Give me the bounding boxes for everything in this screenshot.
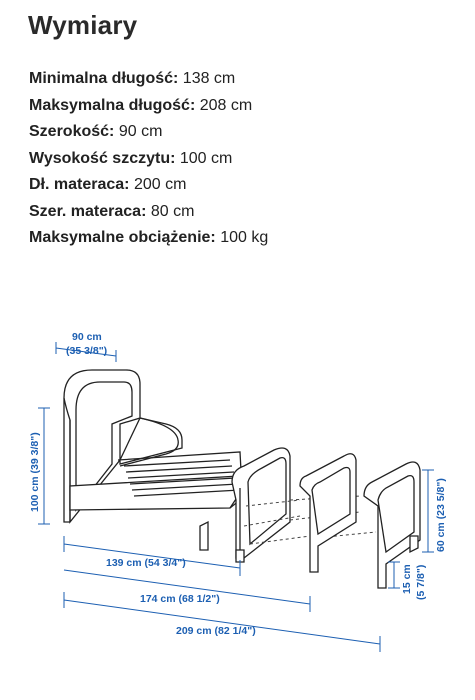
spec-label: Wysokość szczytu: — [29, 149, 176, 167]
spec-label: Minimalna długość: — [29, 70, 179, 87]
spec-label: Maksymalne obciążenie: — [29, 229, 216, 246]
height-label: 100 cm (39 3/8") — [29, 432, 41, 512]
bed-drawing — [64, 370, 420, 588]
spec-value: 90 cm — [114, 123, 163, 140]
clearance-cm-label: 15 cm — [401, 564, 413, 594]
spec-value: 208 cm — [195, 96, 253, 114]
bed-dimension-diagram — [0, 300, 475, 700]
spec-value: 138 cm — [178, 70, 236, 87]
mid-length-label: 174 cm (68 1/2") — [140, 593, 220, 605]
max-length-label: 209 cm (82 1/4") — [176, 625, 256, 637]
spec-label: Szer. materaca: — [29, 202, 147, 220]
spec-row — [29, 66, 268, 93]
side-height-label: 60 cm (23 5/8") — [435, 478, 447, 552]
min-length-label: 139 cm (54 3/4") — [106, 557, 186, 569]
spec-value: 100 kg — [215, 229, 269, 246]
width-cm-label: 90 cm — [72, 331, 102, 343]
spec-value: 100 cm — [175, 149, 233, 167]
page-title: Wymiary — [28, 10, 138, 40]
spec-value: 80 cm — [146, 202, 195, 220]
spec-row — [29, 225, 268, 252]
spec-value: 200 cm — [129, 176, 187, 193]
clearance-in-label: (5 7/8") — [415, 564, 427, 600]
spec-list — [29, 66, 268, 252]
spec-label: Maksymalna długość: — [29, 96, 196, 114]
spec-label: Szerokość: — [29, 123, 115, 140]
spec-label: Dł. materaca: — [29, 176, 130, 193]
width-in-label: (35 3/8") — [66, 345, 108, 357]
spec-row — [29, 199, 268, 226]
spec-row — [29, 93, 268, 120]
spec-row — [29, 172, 268, 199]
spec-row — [29, 119, 268, 146]
spec-row — [29, 146, 268, 173]
